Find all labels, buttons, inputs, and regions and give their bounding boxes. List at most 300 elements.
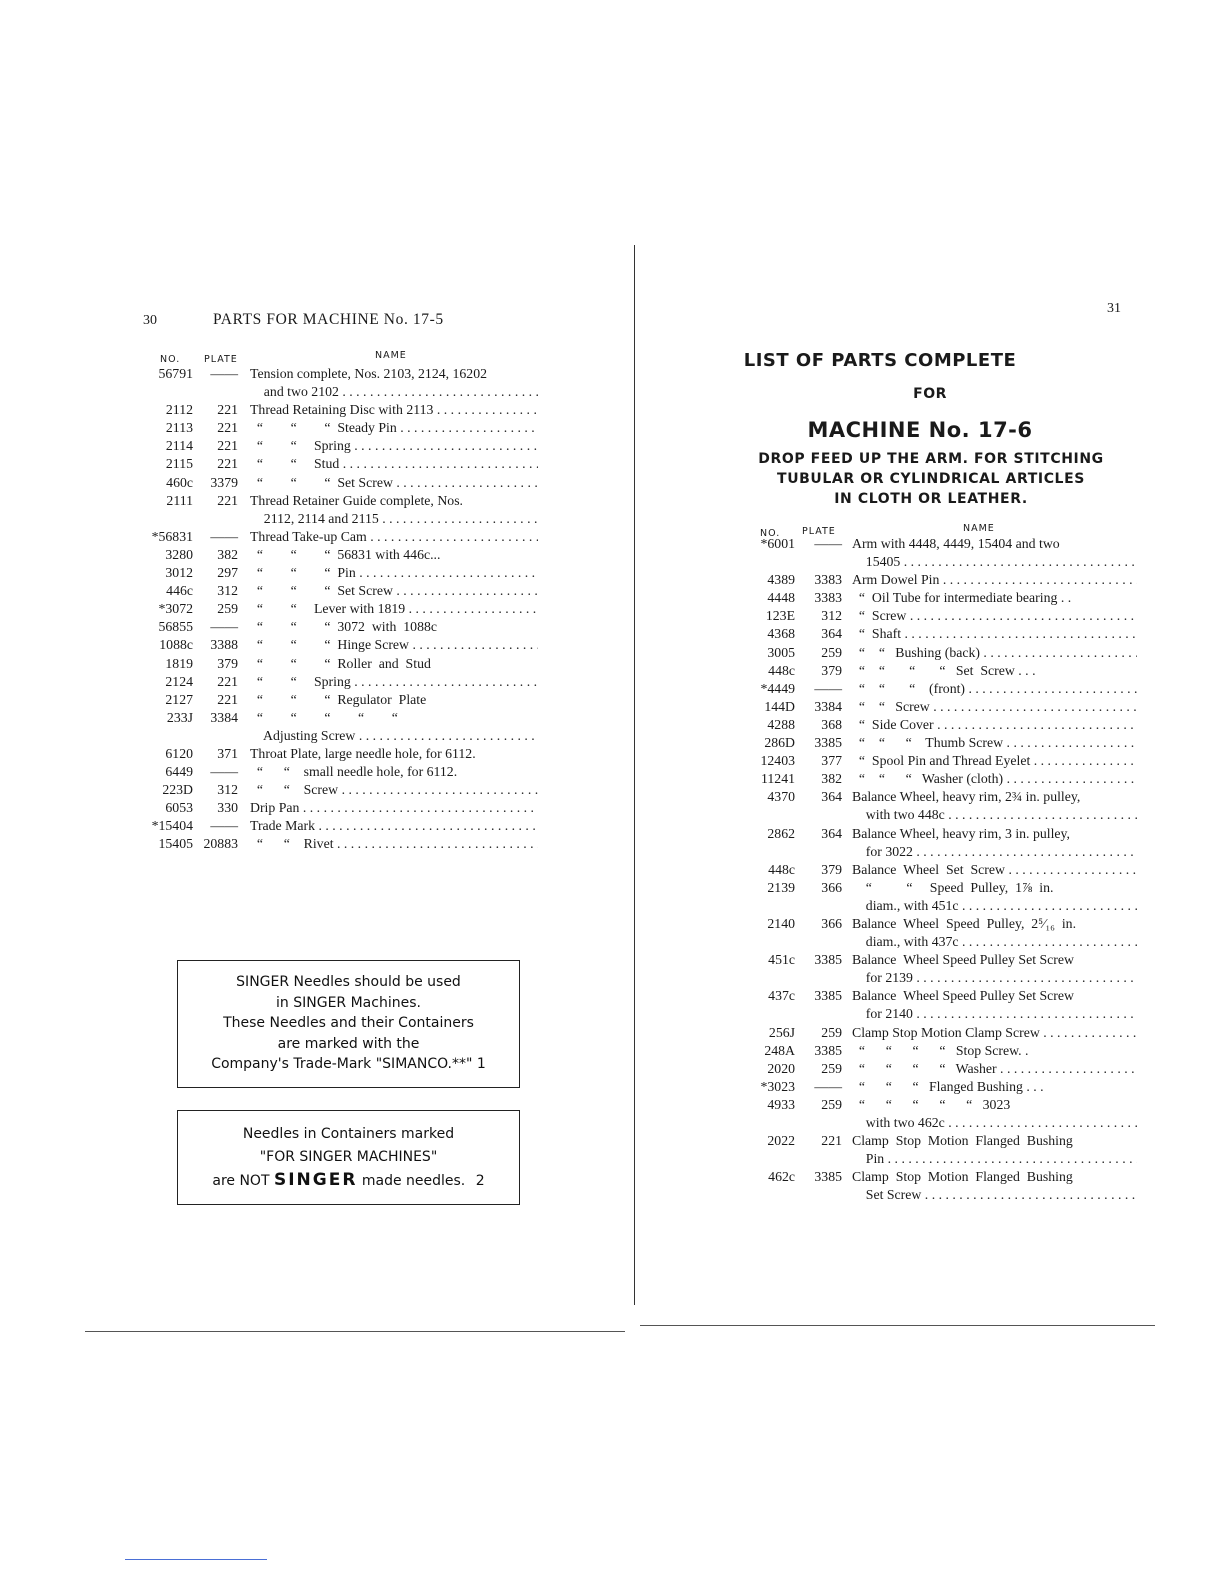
part-number: 2113 [165,420,193,436]
part-name [250,655,538,673]
part-number: 6120 [165,745,193,761]
part-number: 6053 [165,800,193,816]
part-number: 4389 [767,572,795,588]
leader-dots [913,1006,1137,1021]
table-row [737,1060,1137,1078]
table-row [737,607,1137,625]
plate-number: 379 [821,861,842,877]
part-name [852,915,1137,933]
part-name-text: “ Shaft [852,626,902,642]
table-row [737,680,1137,698]
part-name-text: “ “ “ Washer (cloth) [852,771,1004,787]
part-name-text: Balance Wheel Speed Pulley, 2⁵⁄₁₆ in. [852,915,1077,931]
table-row [140,383,538,401]
col-header-name-right: NAME [963,523,995,534]
part-name-text: for 2140 [852,1006,913,1022]
part-name [250,636,538,654]
part-name-text: “ “ “ “ Set Screw . . . [852,662,1036,678]
table-row [140,727,538,745]
part-name-text: “ “ “ Roller and Stud [250,655,431,671]
plate-number: 3384 [814,698,842,714]
part-name-text: diam., with 437c [852,934,959,950]
part-name [250,727,538,745]
part-number: 15405 [158,836,193,852]
part-number: 2111 [166,492,193,508]
table-row [737,662,1137,680]
leader-dots [409,637,538,652]
part-number: 4368 [767,626,795,642]
part-name [852,788,1137,806]
part-name-text: “ “ “ (front) [852,680,966,696]
plate-number: 3385 [814,988,842,1004]
plate-number: 3385 [814,1042,842,1058]
part-number: 56791 [158,366,193,381]
part-name [250,528,538,546]
part-name-text: “ “ Rivet [250,836,334,852]
part-name [852,734,1137,752]
part-name-text: “ “ Speed Pulley, 1⅞ in. [852,879,1054,895]
title-for: FOR [913,386,947,402]
table-row [737,1114,1137,1132]
leader-dots [901,626,1137,641]
part-name [250,691,538,709]
part-name [250,455,538,473]
table-row [737,843,1137,861]
table-row [140,564,538,582]
part-name-text: Tension complete, Nos. 2103, 2124, 16202 [250,366,488,381]
running-head-left: PARTS FOR MACHINE No. 17-5 [213,311,444,328]
part-name [852,1060,1137,1078]
part-name [852,933,1137,951]
part-name [852,1168,1137,1186]
leader-dots [945,1115,1137,1130]
table-row [737,571,1137,589]
plate-number: —— [210,619,238,635]
table-row [737,1150,1137,1168]
table-row [737,734,1137,752]
plate-number: 297 [217,565,238,581]
plate-number: 3383 [814,572,842,588]
table-row [737,879,1137,897]
leader-dots [906,608,1137,623]
plate-number: 3379 [210,474,238,490]
part-number: 2115 [165,456,193,472]
part-name [852,752,1137,770]
plate-number: 259 [821,1096,842,1112]
subtitle-line: IN CLOTH OR LEATHER. [834,491,1028,507]
part-name-text: Trade Mark [250,818,316,834]
part-number: 123E [765,608,795,624]
table-row [140,835,538,853]
table-row [737,806,1137,824]
part-name-text: “ “ “ Set Screw [250,474,393,490]
part-name-text: for 3022 [852,843,913,859]
part-name [852,770,1137,788]
part-number: 223D [162,782,193,798]
col-header-no-left: NO. [160,354,181,365]
part-name [250,510,538,528]
table-row [140,618,538,636]
part-name-text: diam., with 451c [852,897,959,913]
table-row [737,788,1137,806]
part-name-text: “ “ “ Hinge Screw [250,637,410,653]
part-name [250,474,538,492]
plate-number: 366 [821,879,842,895]
plate-number: 259 [821,1060,842,1076]
page-number-right: 31 [1107,301,1121,316]
table-row [140,817,538,835]
part-name-text: “ “ Spring [250,438,351,454]
part-name-text: “ “ Lever with 1819 [250,601,406,617]
plate-number: —— [210,764,238,780]
table-row [140,437,538,455]
part-name [852,716,1137,734]
part-number: 233J [166,709,193,725]
leader-dots [930,699,1137,714]
plate-number: 382 [821,771,842,787]
plate-number: 371 [217,745,238,761]
part-name [250,817,538,835]
table-row [140,799,538,817]
plate-number: 259 [217,601,238,617]
part-name [250,835,538,853]
part-name [852,607,1137,625]
part-name-text: “ “ “ “ “ 3023 [852,1096,1011,1112]
part-name-text: “ Oil Tube for intermediate bearing . . [852,590,1072,606]
part-name [250,763,538,781]
leader-dots [921,1187,1137,1202]
part-name [852,861,1137,879]
table-row [737,969,1137,987]
plate-number: —— [814,536,842,551]
plate-number: 366 [821,915,842,931]
leader-dots [1003,735,1137,750]
part-number: 4448 [767,590,795,606]
part-number: 4370 [767,789,795,805]
plate-number: 259 [821,644,842,660]
table-row [737,1168,1137,1186]
part-name [250,709,538,727]
part-number: 2139 [767,879,795,895]
part-name [852,680,1137,698]
part-name-text: Thread Retainer Guide complete, Nos. [250,492,464,508]
bottom-rule-left [85,1331,625,1332]
part-name [250,582,538,600]
plate-number: 364 [821,789,842,805]
parts-table-right [737,535,1137,1204]
part-name [250,401,538,419]
notice-text: made needles. [361,1173,466,1189]
leader-dots [980,645,1137,660]
table-row [737,770,1137,788]
notice-line: Needles in Containers marked [242,1126,455,1142]
part-name-text: Clamp Stop Motion Clamp Screw [852,1024,1040,1040]
part-name-text: Adjusting Screw [250,727,356,743]
table-row [737,1096,1137,1114]
table-row [140,763,538,781]
part-name-text: “ “ small needle hole, for 6112. [250,764,458,780]
table-row [737,915,1137,933]
part-number: 256J [768,1024,795,1040]
leader-dots [934,717,1137,732]
singer-brand: SINGER [273,1170,358,1190]
leader-dots [939,572,1137,587]
leader-dots [339,456,538,471]
table-row [140,673,538,691]
part-number: 446c [166,583,193,599]
part-number: *6001 [760,536,795,551]
table-row [140,709,538,727]
table-row [140,600,538,618]
plate-number: 377 [821,753,842,769]
part-number: 451c [768,952,795,968]
table-row [737,1186,1137,1204]
table-row [140,636,538,654]
part-name [852,1150,1137,1168]
leader-dots [405,601,538,616]
part-name-text: Set Screw [852,1187,922,1203]
part-name [852,698,1137,716]
part-number: 2114 [165,438,193,454]
part-number: 2020 [767,1060,795,1076]
part-name [852,969,1137,987]
part-number: 2022 [767,1133,795,1149]
part-name-text: Drip Pan [250,800,300,816]
subtitle-line: TUBULAR OR CYLINDRICAL ARTICLES [777,471,1085,487]
part-name [250,437,538,455]
table-row [140,781,538,799]
part-name [852,571,1137,589]
part-name [852,553,1137,571]
table-row [737,698,1137,716]
part-name [852,1132,1137,1150]
leader-dots [334,836,538,851]
plate-number: 312 [217,583,238,599]
plate-number: 312 [821,608,842,624]
part-name-text: Thread Take-up Cam [250,528,367,544]
table-row [737,535,1137,553]
part-name [250,745,538,763]
table-row [737,1024,1137,1042]
notice-line: SINGER Needles should be used [236,974,461,990]
part-name-text: Balance Wheel, heavy rim, 2¾ in. pulley, [852,789,1081,805]
part-name [250,673,538,691]
part-name-text: Balance Wheel Speed Pulley Set Screw [852,952,1074,968]
part-number: 3005 [767,644,795,660]
table-row [140,691,538,709]
part-name-text: “ “ “ Thumb Screw [852,735,1004,751]
part-number: *56831 [151,528,193,544]
part-name-text: “ “ “ Set Screw [250,583,393,599]
part-name [852,843,1137,861]
part-number: 4288 [767,716,795,732]
part-name [250,600,538,618]
plate-number: 3383 [814,590,842,606]
col-header-no-right: NO. [760,528,781,539]
plate-number: 221 [217,402,238,418]
plate-number: 221 [217,456,238,472]
leader-dots [339,384,538,399]
part-name-text: “ Screw [852,608,907,624]
leader-dots [1005,862,1137,877]
part-number: 437c [768,988,795,1004]
plate-number: 221 [217,438,238,454]
leader-dots [1040,1025,1137,1040]
part-name [852,589,1137,607]
part-number: 248A [764,1042,795,1058]
leader-dots [1030,753,1137,768]
col-header-plate-left: PLATE [204,354,238,365]
subtitle-description [726,449,1136,509]
plate-number: 379 [217,655,238,671]
part-name [250,419,538,437]
leader-dots [965,681,1137,696]
table-row [140,655,538,673]
part-name [250,383,538,401]
leader-dots [393,475,538,490]
leader-dots [913,844,1137,859]
part-number: 6449 [165,764,193,780]
scan-artifact-line [125,1559,267,1560]
part-name-text: Clamp Stop Motion Flanged Bushing [852,1169,1073,1185]
plate-number: 364 [821,825,842,841]
table-row [737,752,1137,770]
col-header-plate-right: PLATE [802,526,836,537]
part-name-text: Balance Wheel Set Screw [852,861,1005,877]
part-name [852,644,1137,662]
part-name-text: “ “ “ “ “ [250,709,398,725]
table-row [737,1005,1137,1023]
part-name-text: 2112, 2114 and 2115 [250,510,379,526]
table-row [140,419,538,437]
leader-dots [351,674,538,689]
part-number: 2127 [165,691,193,707]
part-name-text: “ “ Screw [852,698,930,714]
part-name-text: 15405 [852,554,901,570]
part-name-text: Thread Retaining Disc with 2113 [250,402,434,418]
subtitle-line: DROP FEED UP THE ARM. FOR STITCHING [758,451,1104,467]
part-number: 1088c [159,637,193,653]
part-name-text: Throat Plate, large needle hole, for 6112. [250,745,476,761]
part-name-text: for 2139 [852,970,913,986]
part-name-text: “ Spool Pin and Thread Eyelet [852,753,1031,769]
part-name [852,662,1137,680]
part-name-text: “ “ “ “ Stop Screw. . [852,1042,1029,1058]
table-row [737,933,1137,951]
part-number: 12403 [760,753,795,769]
table-row [737,625,1137,643]
table-row [737,589,1137,607]
leader-dots [379,511,538,526]
part-number: 4933 [767,1096,795,1112]
part-name [852,951,1137,969]
title-list-of-parts: LIST OF PARTS COMPLETE [743,350,1017,371]
part-name-text: “ “ “ 3072 with 1088c [250,619,437,635]
table-row [140,510,538,528]
part-name-text: with two 448c [852,807,945,823]
table-row [140,455,538,473]
part-number: 144D [764,698,795,714]
part-name [852,535,1137,553]
plate-number: 221 [217,673,238,689]
part-number: 462c [768,1169,795,1185]
leader-dots [367,529,538,544]
part-name [852,897,1137,915]
table-row [140,365,538,383]
part-name-text: “ “ Spring [250,673,351,689]
plate-number: 3385 [814,735,842,751]
notice-line: Company's Trade-Mark "SIMANCO.**" 1 [211,1056,486,1072]
footnote-marker: 2 [475,1173,485,1189]
part-name-text: “ “ “ Flanged Bushing . . . [852,1078,1044,1094]
leader-dots [338,782,538,797]
plate-number: —— [814,680,842,696]
part-number: 1819 [165,655,193,671]
col-header-name-left: NAME [375,350,407,361]
part-name-text: Arm Dowel Pin [852,572,940,588]
part-name-text: and two 2102 [250,384,339,400]
part-name-text: “ “ “ Steady Pin [250,420,397,436]
plate-number: 221 [217,691,238,707]
plate-number: 379 [821,662,842,678]
part-number: 56855 [158,619,193,635]
part-name [852,879,1137,897]
table-row [140,582,538,600]
part-number: 2862 [767,825,795,841]
notice-line: are marked with the [277,1035,420,1052]
leader-dots [355,728,538,743]
leader-dots [884,1151,1137,1166]
leader-dots [1003,771,1137,786]
notice-text: are NOT [212,1173,270,1189]
part-number: 2140 [767,915,795,931]
plate-number: —— [210,528,238,544]
table-row [140,474,538,492]
part-name-text: “ “ Screw [250,782,339,798]
part-name-text: with two 462c [852,1115,945,1130]
part-name [852,1024,1137,1042]
part-name-text: “ “ “ “ Washer [852,1060,997,1076]
table-row [140,492,538,510]
leader-dots [433,402,538,417]
table-row [737,897,1137,915]
part-number: 286D [764,735,795,751]
part-name-text: Clamp Stop Motion Flanged Bushing [852,1133,1073,1149]
notice-box-not-singer [177,1110,520,1205]
part-number: *15404 [151,818,193,834]
part-name [250,781,538,799]
table-row [737,825,1137,843]
part-number: *3023 [760,1078,795,1094]
leader-dots [913,970,1137,985]
part-name [250,799,538,817]
table-row [737,716,1137,734]
part-name [852,825,1137,843]
part-name-text: “ “ Stud [250,456,340,472]
plate-number: 364 [821,626,842,642]
part-name [852,1096,1137,1114]
plate-number: 221 [217,420,238,436]
part-name [250,546,538,564]
plate-number: 259 [821,1024,842,1040]
part-name-text: Pin [852,1151,885,1167]
leader-dots [945,807,1137,822]
plate-number: 3384 [210,709,238,725]
part-name [250,564,538,582]
part-name-text: Balance Wheel Speed Pulley Set Screw [852,988,1074,1004]
plate-number: 3388 [210,637,238,653]
table-row [140,401,538,419]
